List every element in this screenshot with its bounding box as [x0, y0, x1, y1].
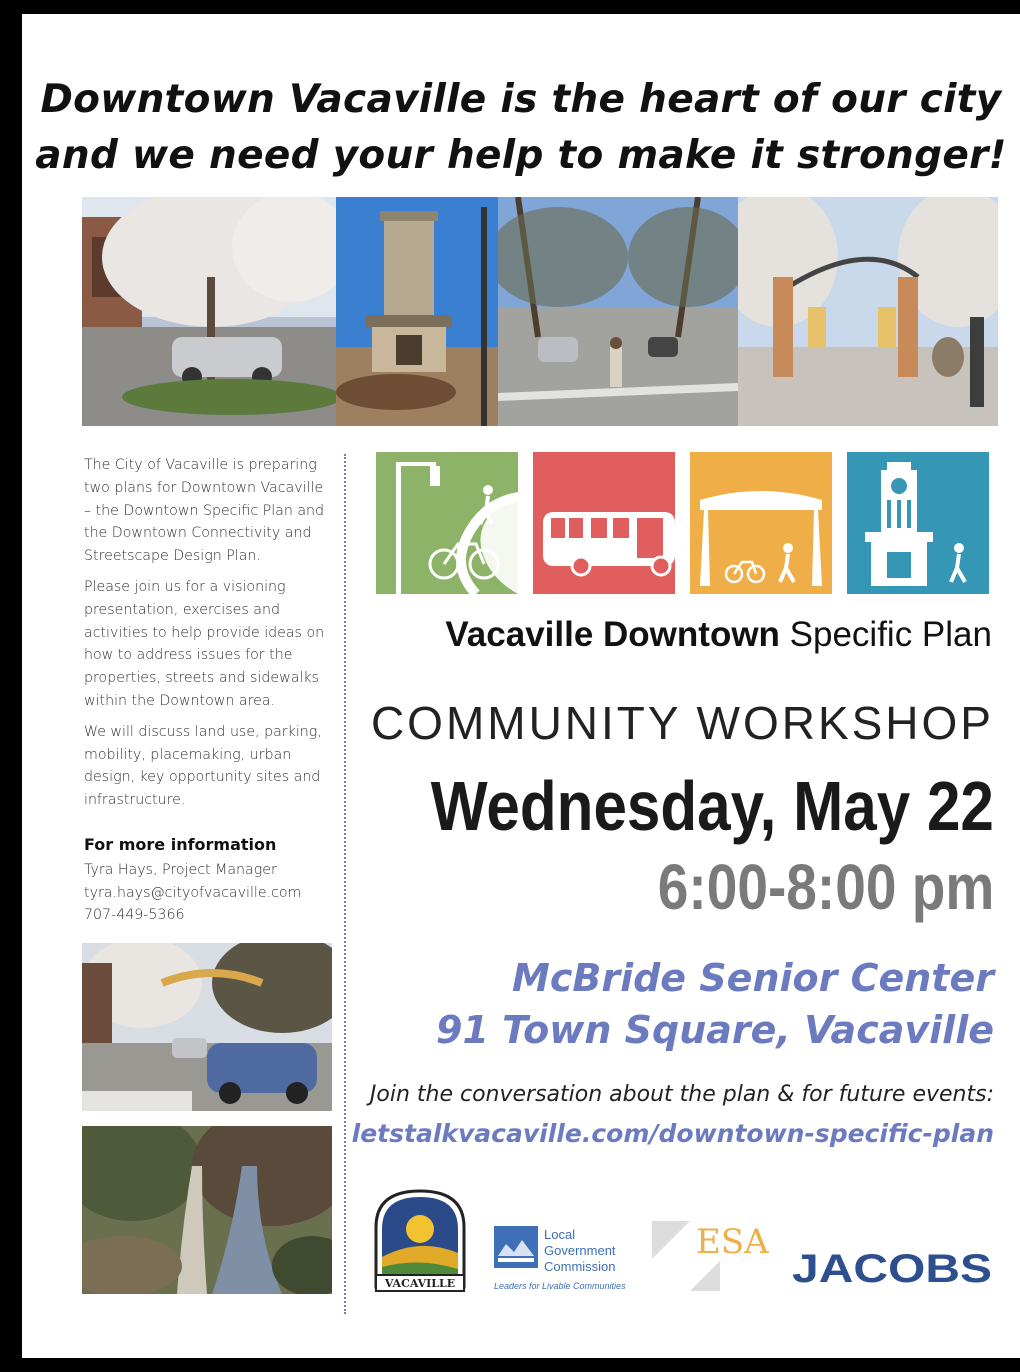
contact-name: Tyra Hays, Project Manager: [84, 861, 277, 878]
photo-creek-path: [82, 1126, 332, 1294]
dotted-divider: [344, 454, 346, 1314]
photo-downtown-street: [82, 197, 336, 426]
streetlight-bike-icon: [376, 452, 518, 594]
esa-logo-text: ESA: [696, 1222, 769, 1262]
photo-town-square-arch: [738, 197, 998, 426]
more-info-heading: For more information: [84, 834, 277, 854]
arch-bike-pedestrian-icon: [690, 452, 832, 594]
event-type: COMMUNITY WORKSHOP: [370, 697, 994, 749]
bus-icon: [533, 452, 675, 594]
lgc-line-1: Local: [544, 1227, 576, 1242]
headline-line-1: Downtown Vacaville is the heart of our city: [40, 77, 1002, 122]
topics-paragraph: We will discuss land use, parking, mobility, placemaking, urban design, key opportunity sites and infrastructure.: [84, 723, 322, 809]
jacobs-logo: [792, 1242, 998, 1292]
clock-tower-pedestrian-icon: [847, 452, 989, 594]
headline-line-2: and we need your help to make it stronger!: [35, 133, 1007, 178]
jacobs-logo-text: JACOBS: [792, 1247, 992, 1291]
city-of-vacaville-logo: [370, 1187, 470, 1295]
plan-title: [445, 615, 992, 655]
venue-address: 91 Town Square, Vacaville: [436, 1008, 994, 1052]
intro-paragraph: The City of Vacaville is preparing two plans for Downtown Vacaville – the Downtown Specific Plan and the Downtown Connectivity and Streetscape Design Plan.: [84, 457, 325, 565]
plan-title-bold: Vacaville Downtown: [445, 615, 780, 654]
photo-crosswalk: [498, 197, 738, 426]
local-government-commission-logo: [492, 1222, 642, 1292]
flyer-page: [22, 14, 1020, 1358]
photo-main-street-cars: [82, 943, 332, 1111]
esa-logo: [650, 1219, 770, 1294]
join-text: Join the conversation about the plan & for future events:: [369, 1082, 994, 1107]
lgc-line-2: Government: [544, 1243, 616, 1258]
plan-title-regular: Specific Plan: [779, 615, 992, 654]
contact-phone: 707-449-5366: [84, 907, 185, 924]
invite-paragraph: Please join us for a visioning presentation, exercises and activities to help provide ideas on how to address issues for the properties, streets and sidewalks within the Downtown area.: [84, 578, 325, 709]
website-link[interactable]: letstalkvacaville.com/downtown-specific-plan: [351, 1119, 994, 1148]
city-logo-text: VACAVILLE: [384, 1277, 456, 1290]
lgc-tagline: Leaders for Livable Communities: [494, 1281, 626, 1291]
plan-icon-tiles: [376, 452, 992, 594]
venue-name: McBride Senior Center: [512, 956, 994, 1000]
venue: [436, 952, 994, 1056]
contact-email: tyra.hays@cityofvacaville.com: [84, 884, 302, 901]
sidebar-text: [84, 454, 334, 927]
event-time: 6:00-8:00 pm: [657, 851, 994, 923]
event-date: Wednesday, May 22: [430, 767, 994, 845]
headline: [22, 72, 1020, 184]
lgc-line-3: Commission: [544, 1259, 616, 1274]
photo-water-tower: [336, 197, 498, 426]
